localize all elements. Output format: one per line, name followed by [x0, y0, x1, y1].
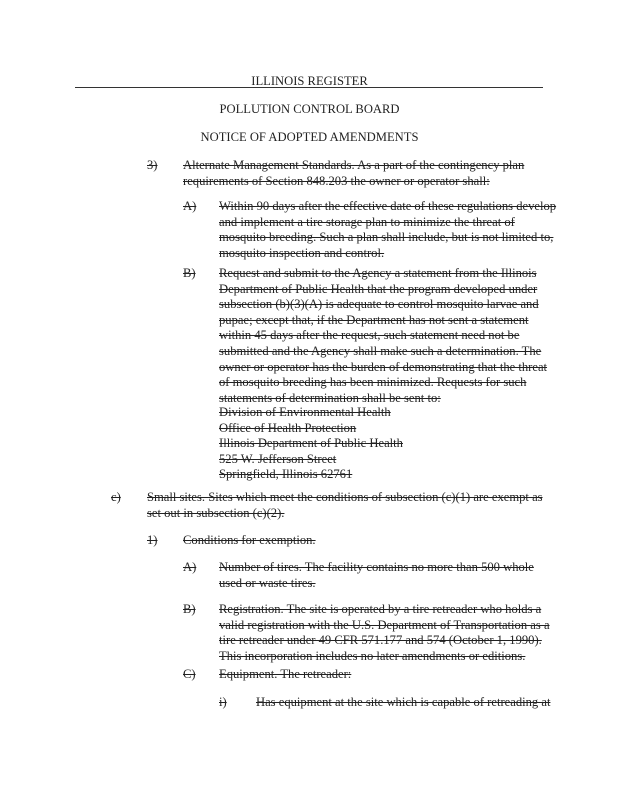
text-line: 525 W. Jefferson Street [219, 451, 337, 466]
section-text [183, 533, 316, 549]
section-text [219, 199, 556, 261]
section-label: c) [111, 490, 121, 504]
text-line: set out in subsection (c)(2). [147, 505, 285, 520]
section-text [183, 158, 524, 189]
board-title: POLLUTION CONTROL BOARD [219, 102, 400, 116]
text-line: within 45 days after the request, such statement need not be [219, 328, 520, 343]
text-line: Office of Health Protection [219, 420, 357, 435]
text-line: Springfield, Illinois 62761 [219, 467, 353, 482]
section-label: C) [183, 667, 196, 681]
text-line: requirements of Section 848.203 the owner or operator shall: [183, 173, 490, 188]
text-line: pupae; except that, if the Department has not sent a statement [219, 312, 529, 327]
text-line: Registration. The site is operated by a tire retreader who holds a [219, 602, 542, 616]
text-line: Small sites. Sites which meet the conditions of subsection (c)(1) are exempt as [147, 490, 543, 504]
text-line: Department of Public Health that the program developed under [219, 281, 538, 296]
text-line: Division of Environmental Health [219, 405, 391, 419]
text-line: mosquito inspection and control. [219, 245, 385, 260]
section-label: i) [219, 695, 227, 709]
text-line: This incorporation includes no later amendments or editions. [219, 648, 526, 663]
text-line: used or waste tires. [219, 575, 316, 590]
section-label: B) [183, 602, 196, 616]
section-label: 1) [147, 533, 158, 547]
header-rule [75, 87, 543, 88]
text-line: Equipment. The retreader: [219, 667, 352, 681]
section-text [219, 560, 534, 591]
section-label: 3) [147, 158, 158, 172]
text-line: Within 90 days after the effective date of these regulations develop [219, 199, 557, 213]
text-line: Request and submit to the Agency a statement from the Illinois [219, 266, 537, 280]
text-line: subsection (b)(3)(A) is adequate to control mosquito larvae and [219, 297, 539, 312]
text-line: valid registration with the U.S. Department of Transportation as a [219, 617, 550, 632]
section-text [147, 490, 543, 521]
section-text [219, 266, 547, 406]
text-line: of mosquito breeding has been minimized. Requests for such [219, 375, 527, 390]
text-line: owner or operator has the burden of demonstrating that the threat [219, 359, 548, 374]
register-title: ILLINOIS REGISTER [251, 74, 368, 88]
text-line: Alternate Management Standards. As a part of the contingency plan [183, 158, 525, 172]
text-line: mosquito breeding. Such a plan shall include, but is not limited to, [219, 230, 554, 245]
text-line: Conditions for exemption. [183, 533, 316, 547]
section-text [219, 602, 550, 664]
section-text [219, 405, 403, 483]
section-label: B) [183, 266, 196, 280]
text-line: and implement a tire storage plan to minimize the threat of [219, 214, 515, 229]
section-text [256, 695, 550, 711]
text-line: Number of tires. The facility contains no more than 500 whole [219, 560, 534, 574]
text-line: tire retreader under 49 CFR 571.177 and 574 (October 1, 1990). [219, 633, 542, 648]
text-line: Illinois Department of Public Health [219, 436, 403, 451]
section-label: A) [183, 560, 197, 574]
section-text [219, 667, 351, 683]
text-line: submitted and the Agency shall make such a determination. The [219, 343, 542, 358]
text-line: Has equipment at the site which is capable of retreading at [256, 695, 551, 709]
notice-title: NOTICE OF ADOPTED AMENDMENTS [200, 130, 419, 144]
text-line: statements of determination shall be sent to: [219, 390, 441, 405]
section-label: A) [183, 199, 197, 213]
